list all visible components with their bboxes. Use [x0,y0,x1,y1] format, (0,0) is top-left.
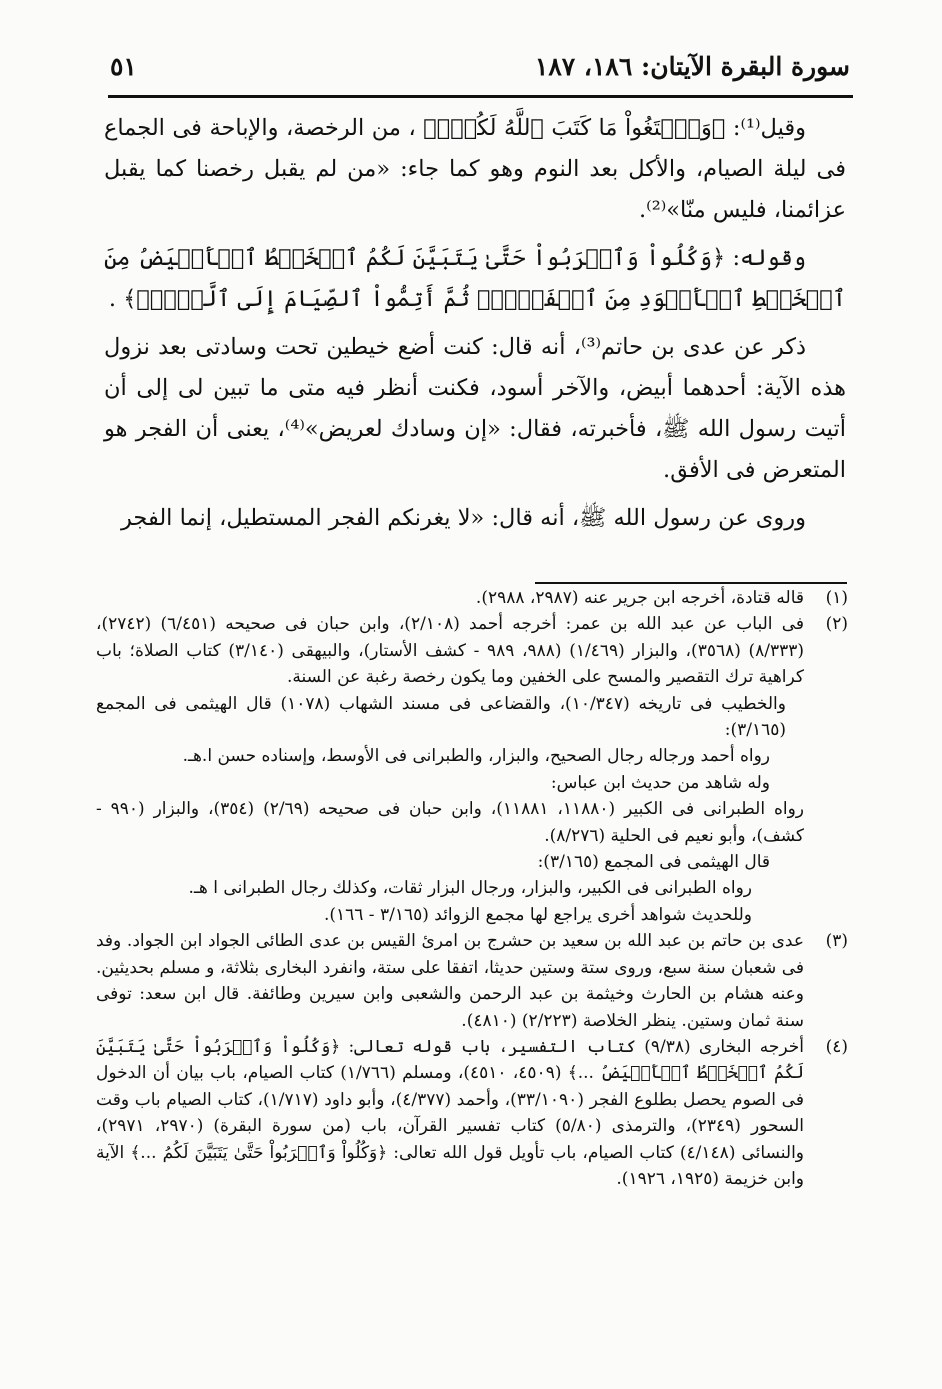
footnote-number: (١) [825,588,848,608]
footnote-separator [535,582,847,584]
footnote-text: والخطيب فى تاريخه (١٠/٣٤٧)، والقضاعى فى مسند الشهاب (١٠٧٨) قال الهيثمى فى المجمع (٣/١٦٥): [96,693,786,741]
running-title: سورة البقرة الآيتان: ١٨٦، ١٨٧ [534,52,850,81]
footnote-number: (٢) [825,614,848,635]
footnote-text: أخرجه البخارى (٩/٣٨) كتاب التفسير، باب قوله تعالى: ﴿وَكُلُواْ وَٱشۡرَبُواْ حَتَّىٰ يَتَبَيَّنَ لَكُمُ ٱلۡخَيۡطُ ٱلۡأَبۡيَضُ ...﴾ (٤٥٠٩، ٤٥١٠)، ومسلم (١/٧٦٦) كتاب الصيام، باب بيان أن الدخول فى الصوم يحصل بطلوع الفجر (٣٣/١٠٩٠)، وأحمد (٤/٣٧٧)، وأبو داود (١/٧١٧)، كتاب الصيام باب وقت السحور (٢٣٤٩)، والترمذى (٥/٨٠) كتاب تفسير القرآن، باب (من سورة البقرة) (٢٩٧٠، ٢٩٧١)، والنسائى (٤/١٤٨) كتاب الصيام، باب تأويل قول الله تعالى: ﴿وَكُلُواْ وَٱشۡرَبُواْ حَتَّىٰ يَتَبَيَّنَ لَكُمُ ...﴾ الآية وابن خزيمة (١٩٢٥، ١٩٢٦). [96,1036,805,1189]
footnote-text: وللحديث شواهد أخرى يراجع لها مجمع الزوائد (٣/١٦٥ - ١٦٦). [323,904,752,925]
paragraph: وقوله: ﴿وَكُلُواْ وَٱشۡرَبُواْ حَتَّىٰ يَتَبَيَّنَ لَكُمُ ٱلۡخَيۡطُ ٱلۡأَبۡيَضُ مِنَ ٱلۡخَيۡطِ ٱلۡأَسۡوَدِ مِنَ ٱلۡفَجۡرِۖ ثُمَّ أَتِمُّواْ ٱلصِّيَامَ إِلَى ٱلَّيۡلِۚ﴾ . [104,245,846,312]
page-header [110,52,850,88]
footnote-text: فى الباب عن عبد الله بن عمر: أخرجه أحمد (٢/١٠٨)، وابن حبان فى صحيحه (٦/٤٥١) (٢٧٤٢)، (٨/٣٣٣) (٣٥٦٨)، والبزار (١/٤٦٩) (٩٨٨، ٩٨٩ - كشف الأستار)، والبيهقى (٣/١٤٠) كتاب الصلاة؛ باب كراهية ترك التقصير والمسح على الخفين وما يكون رخصة رغبة عن السنة. [96,614,805,688]
footnote-text: رواه الطبرانى فى الكبير، والبزار، ورجال البزار ثقات، وكذلك رجال الطبرانى ا هـ. [188,878,752,899]
main-text [104,108,846,546]
page-number: ٥١ [110,52,137,81]
footnote-2 [96,611,848,928]
paragraph: وروى عن رسول الله ﷺ، أنه قال: «لا يغرنكم الفجر المستطيل، إنما الفجر [121,505,806,531]
footnote-text: رواه الطبرانى فى الكبير (١١٨٨٠، ١١٨٨١)، وابن حبان فى صحيحه (٢/٦٩) (٣٥٤)، والبزار (٩٩٠ - كشف)، وأبو نعيم فى الحلية (٨/٢٧٦). [96,799,804,846]
footnote-number: (٤) [825,1036,848,1057]
footnote-text: رواه أحمد ورجاله رجال الصحيح، والبزار، والطبرانى فى الأوسط، وإسناده حسن ا.هـ. [182,746,770,767]
footnote-number: (٣) [825,931,848,952]
footnote-text: قال الهيثمى فى المجمع (٣/١٦٥): [537,852,770,873]
paragraph: وقيل⁽¹⁾: ﴿وَٱبۡتَغُواْ مَا كَتَبَ ٱللَّهُ لَكُمۡۚ﴾ ، من الرخصة، والإباحة فى الجماع فى ليلة الصيام، والأكل بعد النوم وهو كما جاء: «من لم يقبل رخصنا كما يقبل عزائمنا، فليس منّا»⁽²⁾. [104,115,846,223]
paragraph: ذكر عن عدى بن حاتم⁽³⁾، أنه قال: كنت أضع خيطين تحت وسادتى بعد نزول هذه الآية: أحدهما أبيض، والآخر أسود، فكنت أنظر فيه متى ما تبين لى إلى أن أتيت رسول الله ﷺ، فأخبرته، فقال: «إن وسادك لعريض»⁽⁴⁾، يعنى أن الفجر هو المتعرض فى الأفق. [104,334,846,483]
footnote-3 [96,928,848,1034]
footnote-text: وله شاهد من حديث ابن عباس: [550,772,770,793]
footnotes [96,585,848,1192]
header-rule [108,95,853,98]
footnote-4 [96,1034,848,1192]
footnote-1 [96,585,848,611]
footnote-text: قاله قتادة، أخرجه ابن جرير عنه (٢٩٨٧، ٢٩٨٨). [475,588,804,608]
footnote-text: عدى بن حاتم بن عبد الله بن سعيد بن حشرج بن امرئ القيس بن عدى الطائى الجواد ابن الجواد. وفد فى شعبان سنة سبع، وروى ستة وستين حديثا، اتفقا على ستة، وانفرد البخارى بثلاثة، و مسلم بحديثين. وعنه هشام بن الحارث وخيثمة بن عبد الرحمن والشعبى وابن سيرين وطائفة. قال ابن سعد: توفى سنة ثمان وستين. ينظر الخلاصة (٢/٢٢٣) (٤٨١٠). [96,931,804,1031]
